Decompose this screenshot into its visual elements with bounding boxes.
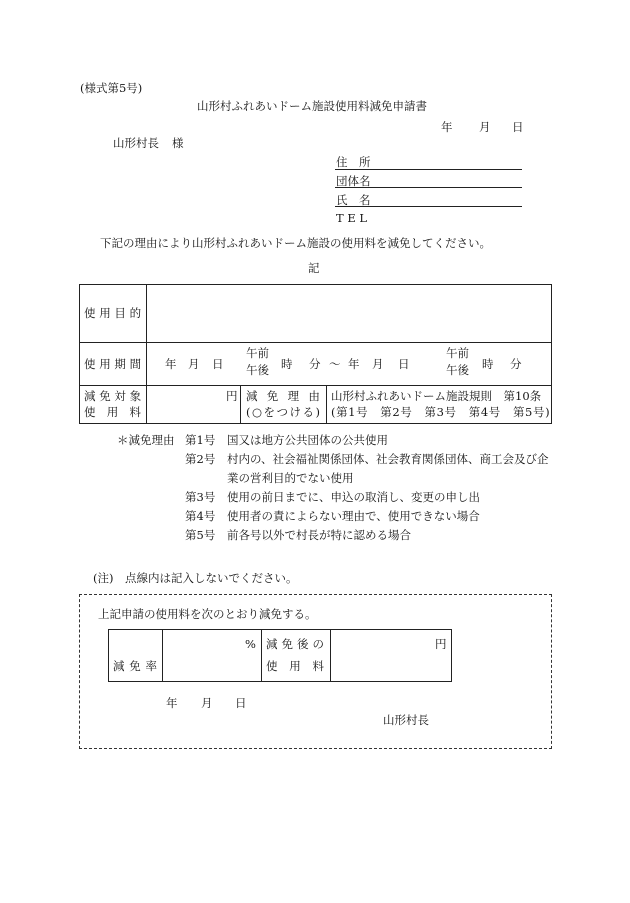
group-underline bbox=[335, 187, 522, 188]
period-end-pm: 午後 bbox=[446, 363, 469, 377]
rule-items: (第1号 第2号 第3号 第4号 第5号) bbox=[331, 405, 551, 419]
table-label-column-divider bbox=[146, 284, 147, 423]
period-separator: 〜 bbox=[329, 357, 341, 371]
group-label: 団体名 bbox=[336, 174, 371, 188]
tel-label: T E L bbox=[336, 211, 368, 225]
note-label: (注) bbox=[93, 571, 114, 585]
office-use-statement: 上記申請の使用料を次のとおり減免する。 bbox=[98, 607, 317, 621]
form-number: (様式第5号) bbox=[80, 81, 143, 95]
signer: 山形村長 bbox=[383, 713, 429, 727]
period-end-am: 午前 bbox=[446, 346, 469, 360]
name-label: 氏 名 bbox=[336, 193, 371, 207]
request-text: 下記の理由により山形村ふれあいドーム施設の使用料を減免してください。 bbox=[100, 236, 491, 250]
addressee-honorific: 様 bbox=[172, 136, 184, 150]
form-title: 山形村ふれあいドーム施設使用料減免申請書 bbox=[197, 99, 427, 113]
reduction-table-divider bbox=[162, 629, 163, 681]
period-label: 使用期間 bbox=[84, 357, 145, 371]
rule-reference: 山形村ふれあいドーム施設規則 第10条 bbox=[331, 389, 542, 403]
name-underline bbox=[335, 206, 522, 207]
after-fee-label-line2: 使用料 bbox=[266, 659, 336, 673]
period-start-pm: 午後 bbox=[246, 363, 269, 377]
reason-text: 使用の前日までに、申込の取消し、変更の申し出 bbox=[227, 490, 480, 504]
purpose-label: 使用目的 bbox=[84, 306, 145, 320]
address-underline bbox=[335, 169, 522, 170]
ki-label: 記 bbox=[308, 261, 320, 275]
period-end-day: 日 bbox=[398, 357, 410, 371]
reason-text: 使用者の責によらない理由で、使用できない場合 bbox=[227, 509, 480, 523]
reduction-rate-label: 減免率 bbox=[113, 659, 162, 673]
period-start-day: 日 bbox=[212, 357, 224, 371]
reason-number: 第4号 bbox=[185, 509, 216, 523]
fee-unit: 円 bbox=[226, 389, 238, 403]
table-cell-divider bbox=[240, 385, 241, 423]
reason-label-line2: (○をつける) bbox=[246, 405, 322, 419]
period-end-month: 月 bbox=[372, 357, 384, 371]
reason-text: 前各号以外で村長が特に認める場合 bbox=[227, 528, 411, 542]
after-fee-unit: 円 bbox=[435, 637, 447, 651]
reasons-heading: ＊減免理由 bbox=[117, 433, 175, 447]
reason-number: 第2号 bbox=[185, 452, 216, 466]
fee-label-line1: 減免対象 bbox=[84, 389, 145, 403]
period-start-minute: 分 bbox=[309, 357, 321, 371]
reason-text: 村内の、社会福祉関係団体、社会教育関係団体、商工会及び企 bbox=[227, 452, 549, 466]
application-date-year: 年 bbox=[441, 120, 453, 134]
reduction-rate-unit: % bbox=[245, 637, 256, 651]
fee-label-line2: 使用料 bbox=[84, 405, 153, 419]
decision-date-day: 日 bbox=[235, 696, 247, 710]
period-end-year: 年 bbox=[348, 357, 360, 371]
table-row-divider bbox=[79, 385, 551, 386]
period-start-am: 午前 bbox=[246, 346, 269, 360]
reason-text-continuation: 業の営利目的でない使用 bbox=[227, 471, 354, 485]
application-table bbox=[79, 284, 552, 424]
decision-date-month: 月 bbox=[201, 696, 213, 710]
reason-number: 第1号 bbox=[185, 433, 216, 447]
period-start-year: 年 bbox=[165, 357, 177, 371]
period-end-minute: 分 bbox=[510, 357, 522, 371]
reason-text: 国又は地方公共団体の公共使用 bbox=[227, 433, 388, 447]
reason-label-line1: 減免理由 bbox=[246, 389, 330, 403]
period-start-hour: 時 bbox=[281, 357, 293, 371]
table-row-divider bbox=[79, 342, 551, 343]
reason-number: 第3号 bbox=[185, 490, 216, 504]
after-fee-label-line1: 減免後の bbox=[266, 637, 328, 651]
application-date-day: 日 bbox=[512, 120, 524, 134]
address-label: 住 所 bbox=[336, 155, 371, 169]
application-date-month: 月 bbox=[479, 120, 491, 134]
period-start-month: 月 bbox=[188, 357, 200, 371]
decision-date-year: 年 bbox=[166, 696, 178, 710]
reason-number: 第5号 bbox=[185, 528, 216, 542]
note-text: 点線内は記入しないでください。 bbox=[125, 571, 298, 585]
reduction-table-divider bbox=[261, 629, 262, 681]
reduction-table-divider bbox=[330, 629, 331, 681]
period-end-hour: 時 bbox=[482, 357, 494, 371]
addressee-name: 山形村長 bbox=[113, 136, 159, 150]
